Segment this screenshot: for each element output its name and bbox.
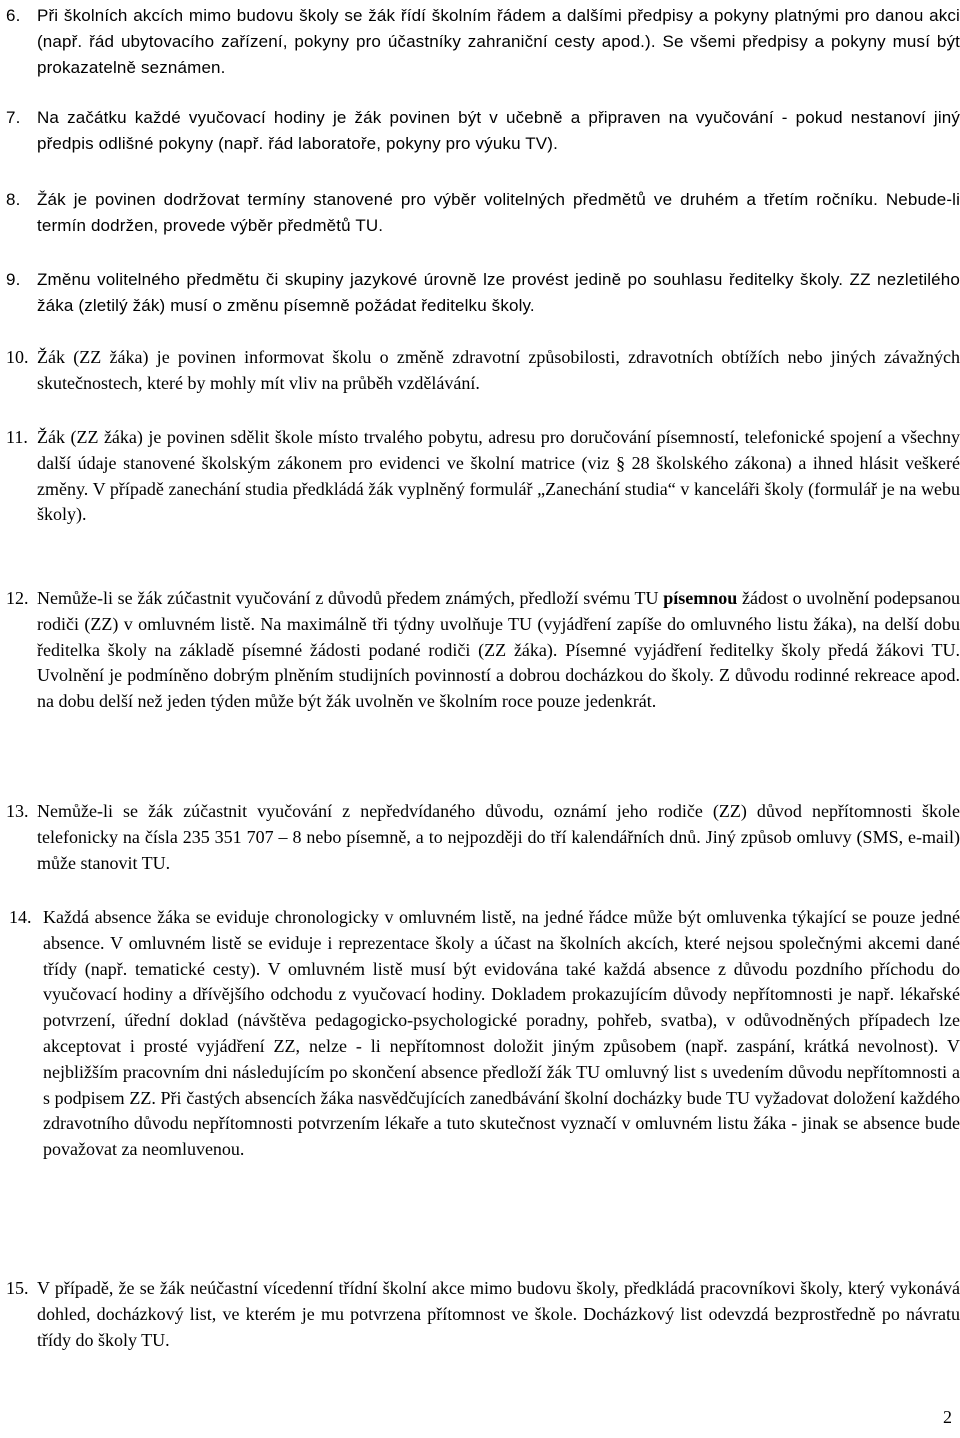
item-number: 9. [6, 270, 21, 289]
item-number: 13. [6, 801, 29, 821]
item-number: 8. [6, 190, 21, 209]
rule-item-12 [6, 586, 960, 715]
item-text: Na začátku každé vyučovací hodiny je žák povinen být v učebně a připraven na vyučování - pokud nestanoví jiný předpis odlišné pokyny (např. řád laboratoře, pokyny pro výuku TV). [37, 108, 960, 153]
item-text: Každá absence žáka se eviduje chronologicky v omluvném listě, na jedné řádce může být omluvenka týkající se pouze jedné absence. V omluvném listě se eviduje i reprezentace školy a účast na školních akcích, které nejsou společnými akcemi dané třídy (např. tematické cesty). V omluvném listě musí být evidována také každá absence z důvodu pozdního příchodu do vyučovací hodiny a dřívějšího odchodu z vyučovací hodiny. Dokladem prokazujícím důvody nepřítomnosti je např. lékařské potvrzení, úřední doklad (návštěva pedagogicko-psychologické poradny, pohřeb, svatba), v odůvodněných případech lze akceptovat i prosté vyjádření ZZ, nelze - li nepřítomnost doložit jiným způsobem (např. zaspání, krátká nevolnost). V nejbližším pracovním dni následujícím po skončení absence předloží žák TU omluvný list s uvedením důvodu nepřítomnosti a s podpisem ZZ. Při častých absencích žáka nasvědčujících zanedbávání školní docházky bude TU vyžadovat doložení každého zdravotního důvodu nepřítomnosti potvrzením lékaře a tuto skutečnost vyznačí v omluvném listu žáka - jinak se absence bude považovat za neomluvenou. [43, 907, 960, 1160]
item-text [37, 586, 960, 715]
item-text-before: Nemůže-li se žák zúčastnit vyučování z důvodů předem známých, předloží svému TU [37, 588, 659, 608]
item-text: V případě, že se žák neúčastní vícedenní třídní školní akce mimo budovu školy, předkládá pracovníkovi školy, který vykonává dohled, docházkový list, ve kterém je mu potvrzena přítomnost ve škole. Docházkový list odevzdá bezprostředně po návratu třídy do školy TU. [37, 1278, 960, 1350]
rule-item-11 [6, 425, 960, 528]
item-text: Při školních akcích mimo budovu školy se žák řídí školním řádem a dalšími předpisy a pokyny platnými pro danou akci (např. řád ubytovacího zařízení, pokyny pro účastníky zahraniční cesty apod.). Se všemi předpisy a pokyny musí být prokazatelně seznámen. [37, 6, 960, 77]
item-number: 15. [6, 1278, 29, 1298]
item-number: 6. [6, 6, 21, 25]
rule-item-14 [6, 905, 960, 1163]
page-number: 2 [943, 1407, 952, 1427]
item-text: Nemůže-li se žák zúčastnit vyučování z nepředvídaného důvodu, oznámí jeho rodiče (ZZ) důvod nepřítomnosti škole telefonicky na čísla 235 351 707 – 8 nebo písemně, a to nejpozději do tří kalendářních dnů. Jiný způsob omluvy (SMS, e-mail) může stanovit TU. [37, 801, 960, 873]
item-text-after: žádost o uvolnění podepsanou rodiči (ZZ) v omluvném listě. Na maximálně tři týdny uvolňuje TU (vyjádření zapíše do omluvného listu žáka), na delší dobu ředitelka školy na základě písemné žádosti podané rodiči (ZZ žáka). Písemné vyjádření ředitelky školy předá žákovi TU. Uvolnění je podmíněno dobrým plněním studijních povinností a dobrou docházkou do školy. Z důvodu rodinné rekreace apod. na dobu delší než jeden týden může být žák uvolněn ve školním roce pouze jedenkrát. [37, 588, 960, 712]
item-text: Změnu volitelného předmětu či skupiny jazykové úrovně lze provést jedině po souhlasu ředitelky školy. ZZ nezletilého žáka (zletilý žák) musí o změnu písemně požádat ředitelku školy. [37, 270, 960, 315]
item-number: 7. [6, 108, 21, 127]
rule-item-6 [6, 3, 960, 80]
item-text: Žák (ZZ žáka) je povinen sdělit škole místo trvalého pobytu, adresu pro doručování písemností, telefonické spojení a všechny další údaje stanovené školským zákonem pro evidenci ve školní matrice (viz § 28 školského zákona) a ihned hlásit veškeré změny. V případě zanechání studia předkládá žák vyplněný formulář „Zanechání studia“ v kanceláři školy (formulář je na webu školy). [37, 427, 960, 525]
rule-item-9 [6, 267, 960, 319]
rule-item-7 [6, 105, 960, 157]
item-number: 10. [6, 347, 29, 367]
rule-item-10 [6, 345, 960, 397]
rule-item-15 [6, 1276, 960, 1353]
rule-item-8 [6, 187, 960, 239]
item-number: 12. [6, 588, 29, 608]
emphasized-word: písemnou [663, 588, 738, 608]
item-text: Žák (ZZ žáka) je povinen informovat školu o změně zdravotní způsobilosti, zdravotních obtížích nebo jiných závažných skutečnostech, které by mohly mít vliv na průběh vzdělávání. [37, 347, 960, 393]
item-number: 11. [6, 427, 28, 447]
item-number: 14. [9, 907, 32, 927]
rule-item-13 [6, 799, 960, 876]
item-text: Žák je povinen dodržovat termíny stanovené pro výběr volitelných předmětů ve druhém a třetím ročníku. Nebude-li termín dodržen, provede výběr předmětů TU. [37, 190, 960, 235]
